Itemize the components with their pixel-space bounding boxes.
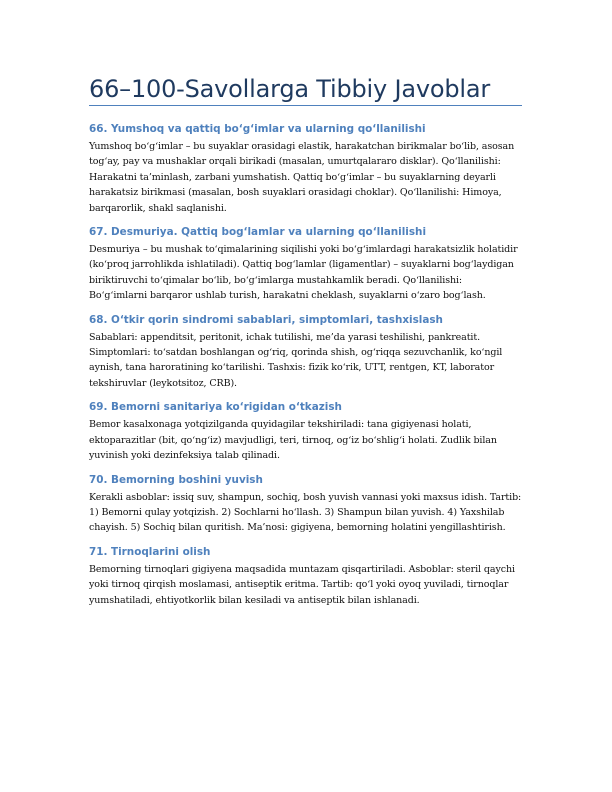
section-71 [89, 545, 523, 608]
section-body: Bemor kasalxonaga yotqizilganda quyidagilar tekshiriladi: tana gigiyenasi holati, ektoparazitlar (bit, qo‘ng‘iz) mavjudligi, teri, tirnoq, og‘iz bo‘shlig‘i holati. Zudlik bilan yuvinish yoki dezinfeksiya talab qilinadi. [89, 419, 497, 462]
title-underline [89, 105, 522, 106]
section-66 [89, 122, 523, 216]
document-content [89, 122, 523, 617]
section-68 [89, 313, 523, 392]
section-heading: 70. Bemorning boshini yuvish [89, 473, 263, 486]
section-body: Kerakli asboblar: issiq suv, shampun, sochiq, bosh yuvish vannasi yoki maxsus idish. Tartib: 1) Bemorni qulay yotqizish. 2) Sochlarni ho‘llash. 3) Shampun bilan yuvish. 4) Yaxshilab chayish. 5) Sochiq bilan quritish. Ma’nosi: gigiyena, bemorning holatini yengillashtirish. [89, 491, 522, 534]
section-body: Bemorning tirnoqlari gigiyena maqsadida muntazam qisqartiriladi. Asboblar: steril qaychi yoki tirnoq qirqish moslamasi, antiseptik eritma. Tartib: qo‘l yoki oyoq yuviladi, tirnoqlar yumshatiladi, ehtiyotkorlik bilan kesiladi va antiseptik bilan ishlanadi. [89, 563, 515, 606]
section-body: Sabablari: appenditsit, peritonit, ichak tutilishi, me’da yarasi teshilishi, pankreatit. Simptomlari: to‘satdan boshlangan og‘riq, qorinda shish, og‘riqqa sezuvchanlik, ko‘ngil aynish, tana haroratining ko‘tarilishi. Tashxis: fizik ko‘rik, UTT, rentgen, KT, laborator tekshiruvlar (leykotsitoz, CRB). [89, 331, 503, 389]
section-heading: 66. Yumshoq va qattiq bo‘g‘imlar va ularning qo‘llanilishi [89, 123, 426, 135]
section-67 [89, 225, 523, 304]
section-heading: 68. O‘tkir qorin sindromi sabablari, simptomlari, tashxislash [89, 313, 443, 326]
section-heading: 69. Bemorni sanitariya ko‘rigidan o‘tkazish [89, 401, 342, 414]
section-70 [89, 473, 523, 536]
section-heading: 71. Tirnoqlarini olish [89, 545, 211, 558]
section-heading: 67. Desmuriya. Qattiq bog‘lamlar va ularning qo‘llanilishi [89, 226, 427, 239]
section-body: Yumshoq bo‘g‘imlar – bu suyaklar orasidagi elastik, harakatchan birikmalar bo‘lib, asosan tog‘ay, pay va mushaklar orqali birikadi (masalan, umurtqalararo disklar). Qo‘llanilishi: Harakatni ta’minlash, zarbani yumshatish. Qattiq bo‘g‘imlar – bu suyaklarning deyarli harakatsiz birikmasi (masalan, bosh suyaklari orasidagi choklar). Qo‘llanilishi: Himoya, barqarorlik, shakl saqlanishi. [89, 141, 515, 214]
section-body: Desmuriya – bu mushak to‘qimalarining siqilishi yoki bo‘g‘imlardagi harakatsizlik holatidir (ko‘proq jarrohlikda ishlatiladi). Qattiq bog‘lamlar (ligamentlar) – suyaklarni bog‘laydigan biriktiruvchi to‘qimalar bo‘lib, bo‘g‘imlarga mustahkamlik beradi. Qo‘llanilishi: Bo‘g‘imlarni barqaror ushlab turish, harakatni cheklash, suyaklarni o‘zaro bog‘lash. [89, 244, 518, 302]
section-69 [89, 400, 523, 463]
document-title: 66–100-Savollarga Tibbiy Javoblar [89, 75, 491, 103]
